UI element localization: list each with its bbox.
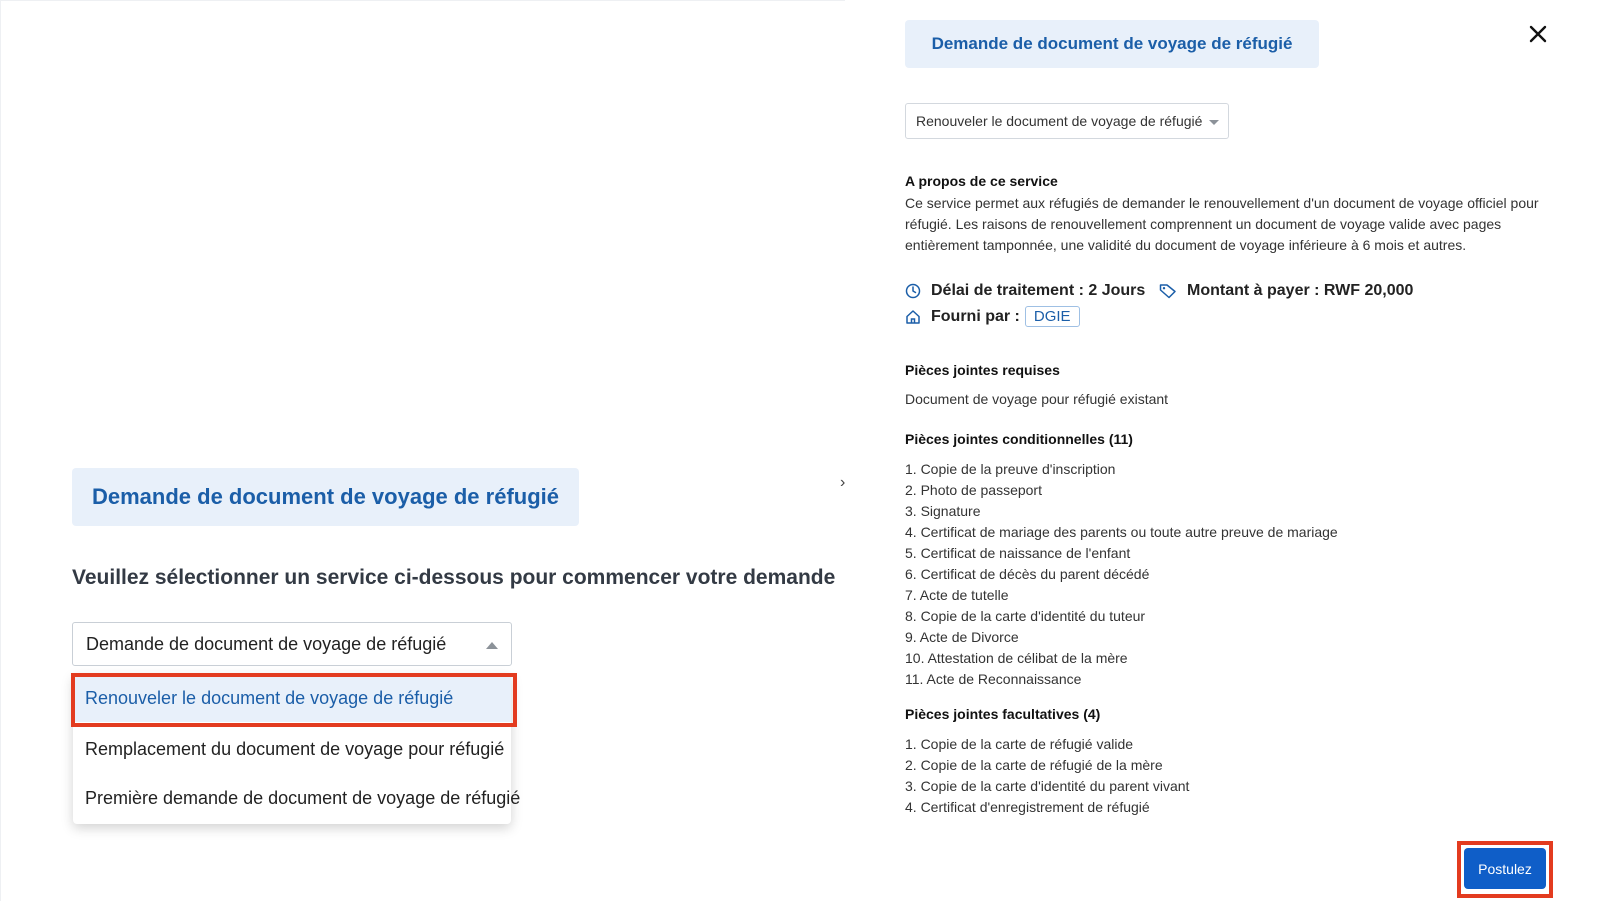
list-item: 10. Attestation de célibat de la mère <box>905 650 1128 666</box>
amount <box>1159 282 1413 300</box>
price-tag-icon <box>1159 283 1177 299</box>
provider-row <box>905 306 1080 327</box>
list-item: 3. Copie de la carte d'identité du parent vivant <box>905 778 1190 794</box>
list-item: 3. Signature <box>905 503 981 519</box>
option-renew[interactable]: Renouveler le document de voyage de réfugié <box>73 674 511 722</box>
chevron-right-icon[interactable]: › <box>840 474 846 491</box>
left-border <box>0 0 1 901</box>
select-instruction: Veuillez sélectionner un service ci-dessous pour commencer votre demande <box>72 566 836 589</box>
optional-heading: Pièces jointes facultatives (4) <box>905 706 1101 722</box>
option-first-request[interactable]: Première demande de document de voyage de réfugié <box>85 787 521 808</box>
home-icon <box>905 309 921 325</box>
list-item: 7. Acte de tutelle <box>905 587 1009 603</box>
amount-text: Montant à payer : RWF 20,000 <box>1187 282 1414 299</box>
required-heading: Pièces jointes requises <box>905 362 1060 378</box>
sub-service-select[interactable] <box>905 103 1229 139</box>
processing-time-text: Délai de traitement : 2 Jours <box>931 282 1146 299</box>
service-select[interactable] <box>72 622 512 666</box>
list-item: 4. Certificat d'enregistrement de réfugié <box>905 799 1150 815</box>
list-item: 5. Certificat de naissance de l'enfant <box>905 545 1131 561</box>
conditional-heading: Pièces jointes conditionnelles (11) <box>905 431 1133 447</box>
provider-badge: DGIE <box>1025 306 1080 327</box>
about-heading: A propos de ce service <box>905 173 1058 189</box>
clock-icon <box>905 283 921 299</box>
caret-up-icon <box>486 642 498 649</box>
list-item: 2. Copie de la carte de réfugié de la mère <box>905 757 1163 773</box>
service-select-value: Demande de document de voyage de réfugié <box>86 633 447 654</box>
list-item: 11. Acte de Reconnaissance <box>905 671 1082 687</box>
about-text: Ce service permet aux réfugiés de demander le renouvellement d'un document de voyage officiel pour réfugié. Les raisons de renouvellement comprennent un document de voyage valide avec pages entièrement tamponnée, une validité du document de voyage inférieure à 6 mois et autres. <box>905 195 1539 253</box>
list-item: 4. Certificat de mariage des parents ou toute autre preuve de mariage <box>905 524 1338 540</box>
panel-title-card: Demande de document de voyage de réfugié <box>905 20 1319 68</box>
list-item: 8. Copie de la carte d'identité du tuteur <box>905 608 1146 624</box>
list-item: 6. Certificat de décès du parent décédé <box>905 566 1150 582</box>
optional-list <box>905 734 1189 818</box>
list-item: 1. Copie de la carte de réfugié valide <box>905 736 1134 752</box>
list-item: 1. Copie de la preuve d'inscription <box>905 461 1116 477</box>
close-icon[interactable] <box>1526 22 1550 46</box>
apply-button[interactable]: Postulez <box>1464 848 1546 889</box>
provider-label: Fourni par : <box>931 307 1020 325</box>
list-item: Document de voyage pour réfugié existant <box>905 391 1169 407</box>
processing-time <box>905 282 1145 300</box>
caret-down-icon <box>1209 120 1219 125</box>
required-list <box>905 389 1168 410</box>
list-item: 2. Photo de passeport <box>905 482 1042 498</box>
highlight-renew-option <box>71 673 517 727</box>
conditional-list <box>905 459 1338 690</box>
option-replacement[interactable]: Remplacement du document de voyage pour réfugié <box>85 738 505 759</box>
list-item: 9. Acte de Divorce <box>905 629 1019 645</box>
sub-service-select-value: Renouveler le document de voyage de réfugié <box>916 113 1203 129</box>
service-title-card: Demande de document de voyage de réfugié <box>72 468 579 526</box>
top-border <box>0 0 845 1</box>
